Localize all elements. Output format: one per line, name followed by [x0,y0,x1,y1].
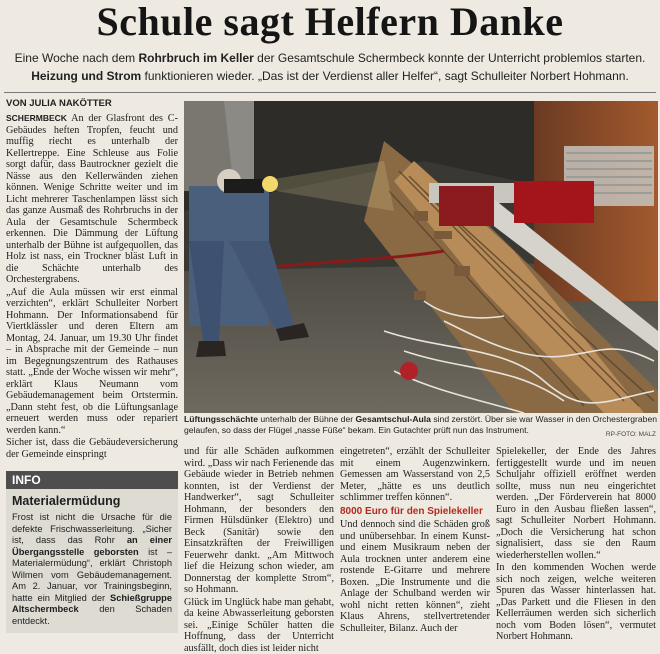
headline: Schule sagt Helfern Danke [0,0,660,44]
paragraph: Sicher ist, dass die Gebäudeversicherung der Gemeinde einspringt [6,437,178,460]
info-box-header: INFO [6,471,178,489]
info-box-text: Frost ist nicht die Ursache für die defekte Frischwasserleitung. „Sicher ist, dass das Rohr an einer Übergangsstelle geborsten ist – Materialermüdung“, erklärt Christoph Wilmen vom Gebäudemanagement. Am 2. Januar, vor Trainingsbeginn, hatte ein Mitglied der Schießgruppe Altschermbeck den Schaden entdeckt. [12,512,172,627]
photo-illustration [184,101,658,413]
subhead [0,49,660,85]
paragraph: SCHERMBECK An der Glasfront des C-Gebäudes heften Tropfen, feucht und muffig riecht es unterhalb der Kellertreppe. Eine Schleuse aus Folie sorgt dafür, dass Bautrockner gezielt die Nässe aus den Kellerwänden ziehen können. Wenige Schritte weiter und im Licht mehrerer Taschenlampen lässt sich das ganze Ausmaß des Rohrbruchs in der Aula der Gesamtschule Schermbeck erkennen. Die Dämmung der Lüftung unterhalb der Bühne ist aufgequollen, das Holz ist nass, ein Trockner bläst Luft in die Schächte unterhalb des Orchestergrabens. [6,113,178,286]
divider [4,92,656,93]
paragraph: In den kommenden Wochen werde sich noch zeigen, welche weiteren Spuren das Wasser hinterlassen hat. „Das Parkett und die Fliesen in den Kellerräumen werden sich sicherlich noch vom Boden lösen“, vermutet Norbert Hohmann. [496,562,656,643]
subhead-line-1: Eine Woche nach dem Rohrbruch im Keller der Gesamtschule Schermbeck konnte der Unterricht problemlos starten. [0,49,660,67]
article-photo [184,101,658,413]
paragraph: Glück im Unglück habe man gehabt, da keine Abwasserleitung geborsten sei. „Einige Schüler hatten die Hoffnung, dass der Unterricht ausfällt, doch dies ist leider nicht [184,597,334,654]
subhead-line-2: Heizung und Strom funktionieren wieder. „Das ist der Verdienst aller Helfer“, sagt Schulleiter Norbert Hohmann. [0,67,660,85]
subhead-emphasis: Heizung und Strom [31,69,141,83]
byline: VON JULIA NAKÖTTER [6,98,112,109]
paragraph: „Auf die Aula müssen wir erst einmal verzichten“, erklärt Schulleiter Norbert Hohmann. Der Informationsabend für Viertklässler und deren Eltern am Montag, 24. Januar, um 19.30 Uhr findet – in Absprache mit der Gemeinde – nun im Begegnungszentrum des Rathauses statt. „Ende der Woche wissen wir mehr“, erklärt Klaus Neumann vom Gebäudemanagement beim Ortstermin. „Dann steht fest, ob die Lüftungsanlage erneuert werden muss oder repariert werden kann.“ [6,287,178,437]
paragraph: Und dennoch sind die Schäden groß und unübersehbar. In einem Kunst- und einem Musikraum neben der Aula trocknen unter anderem eine rostende E-Gitarre und mehrere Boxen. „Die Instrumente und die Anlage der Schulband werden wir wohl nicht retten können“, zieht Klaus Ahrens, stellvertretender Schulleiter, Bilanz. Auch der [340,519,490,634]
article-column-2 [184,446,334,633]
photo-credit: RP-FOTO: MALZ [606,431,656,438]
paragraph: und für alle Schäden aufkommen wird. „Dass wir nach Ferienende das Gebäude wieder in Betrieb nehmen konnten, ist der Verdienst der Handwerker“, sagt Schulleiter Hohmann, der besonders den Firmen Hülsdünker (Elektro) und Beck (Sanitär) sowie den Einsatzkräften der Freiwilligen Feuerwehr dankt. „Am Mittwoch lief die Heizung schon wieder, am Donnerstag der komplette Strom“, so Hohmann. [184,446,334,596]
subhead-emphasis: Rohrbruch im Keller [138,51,253,65]
info-box [6,489,178,633]
paragraph: Spielekeller, der Ende des Jahres fertiggestellt wurde und im neuen Schuljahr offiziell eröffnet werden sollte, muss nun neu eingerichtet werden. „Der Förderverein hat 8000 Euro in den Ausbau fließen lassen“, sagt Schulleiter Norbert Hohmann. „Doch die Versicherung hat schon signalisiert, dass sie den Raum wiederherstellen wollen.“ [496,446,656,561]
section-subheading: 8000 Euro für den Spielekeller [340,506,490,518]
photo-caption: Lüftungsschächte unterhalb der Bühne der Gesamtschul-Aula sind zerstört. Über sie war Wasser in den Orchestergraben gelaufen, so dass der Flügel „nasse Füße“ bekam. Ein Gutachter prüft nun das Instrument. [184,414,658,436]
dateline: SCHERMBECK [6,113,67,123]
article-column-3 [340,446,490,633]
paragraph: eingetreten“, erzählt der Schulleiter mit einem Augenzwinkern. Gemessen am Wasserstand von 2,5 Meter, „hätte es uns deutlich schlimmer treffen können“. [340,446,490,504]
article-column-1 [6,113,178,463]
info-box-title: Materialermüdung [12,494,172,508]
article-column-4 [496,446,656,633]
